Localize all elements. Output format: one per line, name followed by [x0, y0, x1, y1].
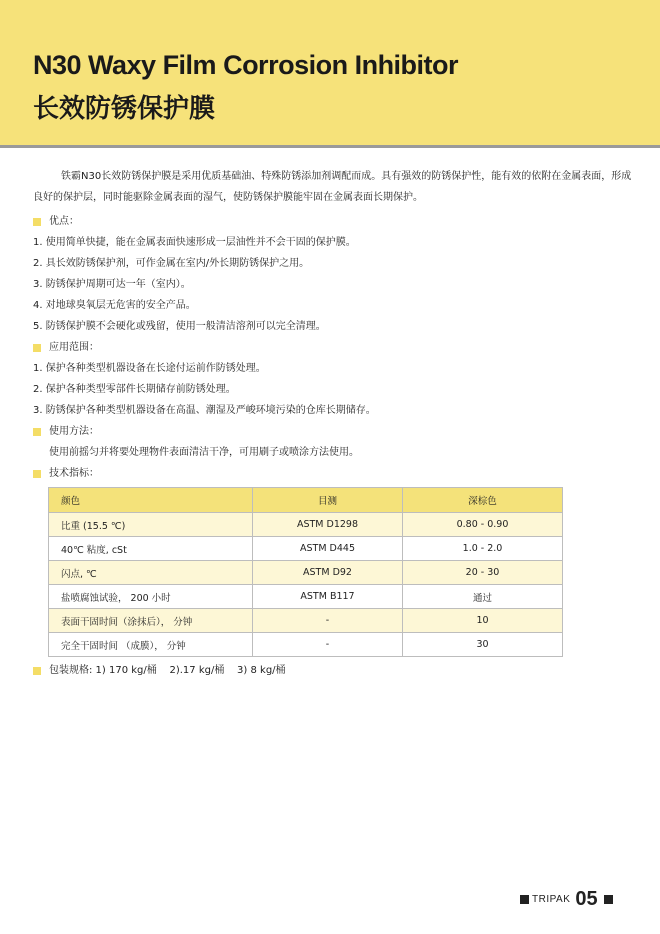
application-item: 1. 保护各种类型机器设备在长途付运前作防锈处理。	[33, 363, 266, 374]
spec-header-cell: 颜色	[49, 488, 253, 513]
table-row	[49, 633, 563, 657]
application-item: 3. 防锈保护各种类型机器设备在高温、潮湿及严峻环境污染的仓库长期储存。	[33, 405, 376, 416]
spec-table	[48, 487, 563, 657]
bullet-square-icon	[33, 428, 41, 436]
advantage-item: 3. 防锈保护周期可达一年（室内）。	[33, 279, 191, 290]
spec-property-cell: 完全干固时间 （成膜）， 分钟	[49, 633, 253, 657]
spec-value-cell: 0.80 - 0.90	[403, 513, 563, 537]
advantage-item: 2. 具长效防锈保护剂，可作金属在室内/外长期防锈保护之用。	[33, 258, 310, 269]
section-heading-label: 优点：	[49, 216, 79, 227]
section-heading-label: 应用范围：	[49, 342, 99, 353]
spec-method-cell: -	[253, 633, 403, 657]
page-number: 05	[575, 888, 598, 910]
section-applications-heading	[33, 337, 633, 358]
bullet-square-icon	[33, 344, 41, 352]
spec-method-cell: ASTM D1298	[253, 513, 403, 537]
section-advantages-heading	[33, 211, 633, 232]
title-banner	[0, 0, 660, 148]
document-body	[33, 166, 633, 681]
footer-square-icon	[520, 895, 529, 904]
spec-header-cell: 深棕色	[403, 488, 563, 513]
spec-method-cell: -	[253, 609, 403, 633]
section-usage-heading	[33, 421, 633, 442]
section-heading-label: 使用方法：	[49, 426, 99, 437]
usage-text: 使用前摇匀并将要处理物件表面清洁干净，可用刷子或喷涂方法使用。	[49, 447, 359, 458]
spec-property-cell: 比重 (15.5 ℃)	[49, 513, 253, 537]
footer-brand: TRIPAK	[532, 894, 571, 905]
spec-method-cell: ASTM D445	[253, 537, 403, 561]
table-row	[49, 561, 563, 585]
spec-value-cell: 30	[403, 633, 563, 657]
bullet-square-icon	[33, 667, 41, 675]
spec-method-cell: ASTM D92	[253, 561, 403, 585]
title-english: N30 Waxy Film Corrosion Inhibitor	[33, 50, 459, 80]
title-chinese: 长效防锈保护膜	[33, 94, 216, 124]
spec-value-cell: 20 - 30	[403, 561, 563, 585]
bullet-square-icon	[33, 470, 41, 478]
spec-value-cell: 10	[403, 609, 563, 633]
spec-property-cell: 表面干固时间（涂抹后）， 分钟	[49, 609, 253, 633]
section-heading-label: 技术指标：	[49, 468, 99, 479]
spec-property-cell: 闪点, ℃	[49, 561, 253, 585]
advantage-item: 4. 对地球臭氧层无危害的安全产品。	[33, 300, 196, 311]
table-row	[49, 609, 563, 633]
spec-property-cell: 盐喷腐蚀试验， 200 小时	[49, 585, 253, 609]
application-item: 2. 保护各种类型零部件长期储存前防锈处理。	[33, 384, 236, 395]
advantage-item: 5. 防锈保护膜不会硬化或残留，使用一般清洁溶剂可以完全清理。	[33, 321, 326, 332]
advantage-item: 1. 使用简单快捷，能在金属表面快速形成一层油性并不会干固的保护膜。	[33, 237, 356, 248]
spec-method-cell: ASTM B117	[253, 585, 403, 609]
packaging-text: 包装规格: 1) 170 kg/桶 2).17 kg/桶 3) 8 kg/桶	[49, 665, 286, 676]
table-row	[49, 585, 563, 609]
spec-table-header-row	[49, 488, 563, 513]
bullet-square-icon	[33, 218, 41, 226]
spec-value-cell: 1.0 - 2.0	[403, 537, 563, 561]
table-row	[49, 537, 563, 561]
intro-paragraph: 铁霸N30长效防锈保护膜是采用优质基础油、特殊防锈添加剂调配而成。具有强效的防锈保护性，能有效的依附在金属表面，形成良好的保护层，同时能驱除金属表面的湿气，使防锈保护膜能牢固在金属表面长期保护。	[33, 171, 632, 203]
footer-square-icon	[604, 895, 613, 904]
table-row	[49, 513, 563, 537]
section-specs-heading	[33, 463, 633, 484]
packaging-line	[33, 660, 633, 681]
spec-header-cell: 目测	[253, 488, 403, 513]
spec-value-cell: 通过	[403, 585, 563, 609]
spec-property-cell: 40℃ 粘度, cSt	[49, 537, 253, 561]
page-footer	[520, 888, 613, 911]
